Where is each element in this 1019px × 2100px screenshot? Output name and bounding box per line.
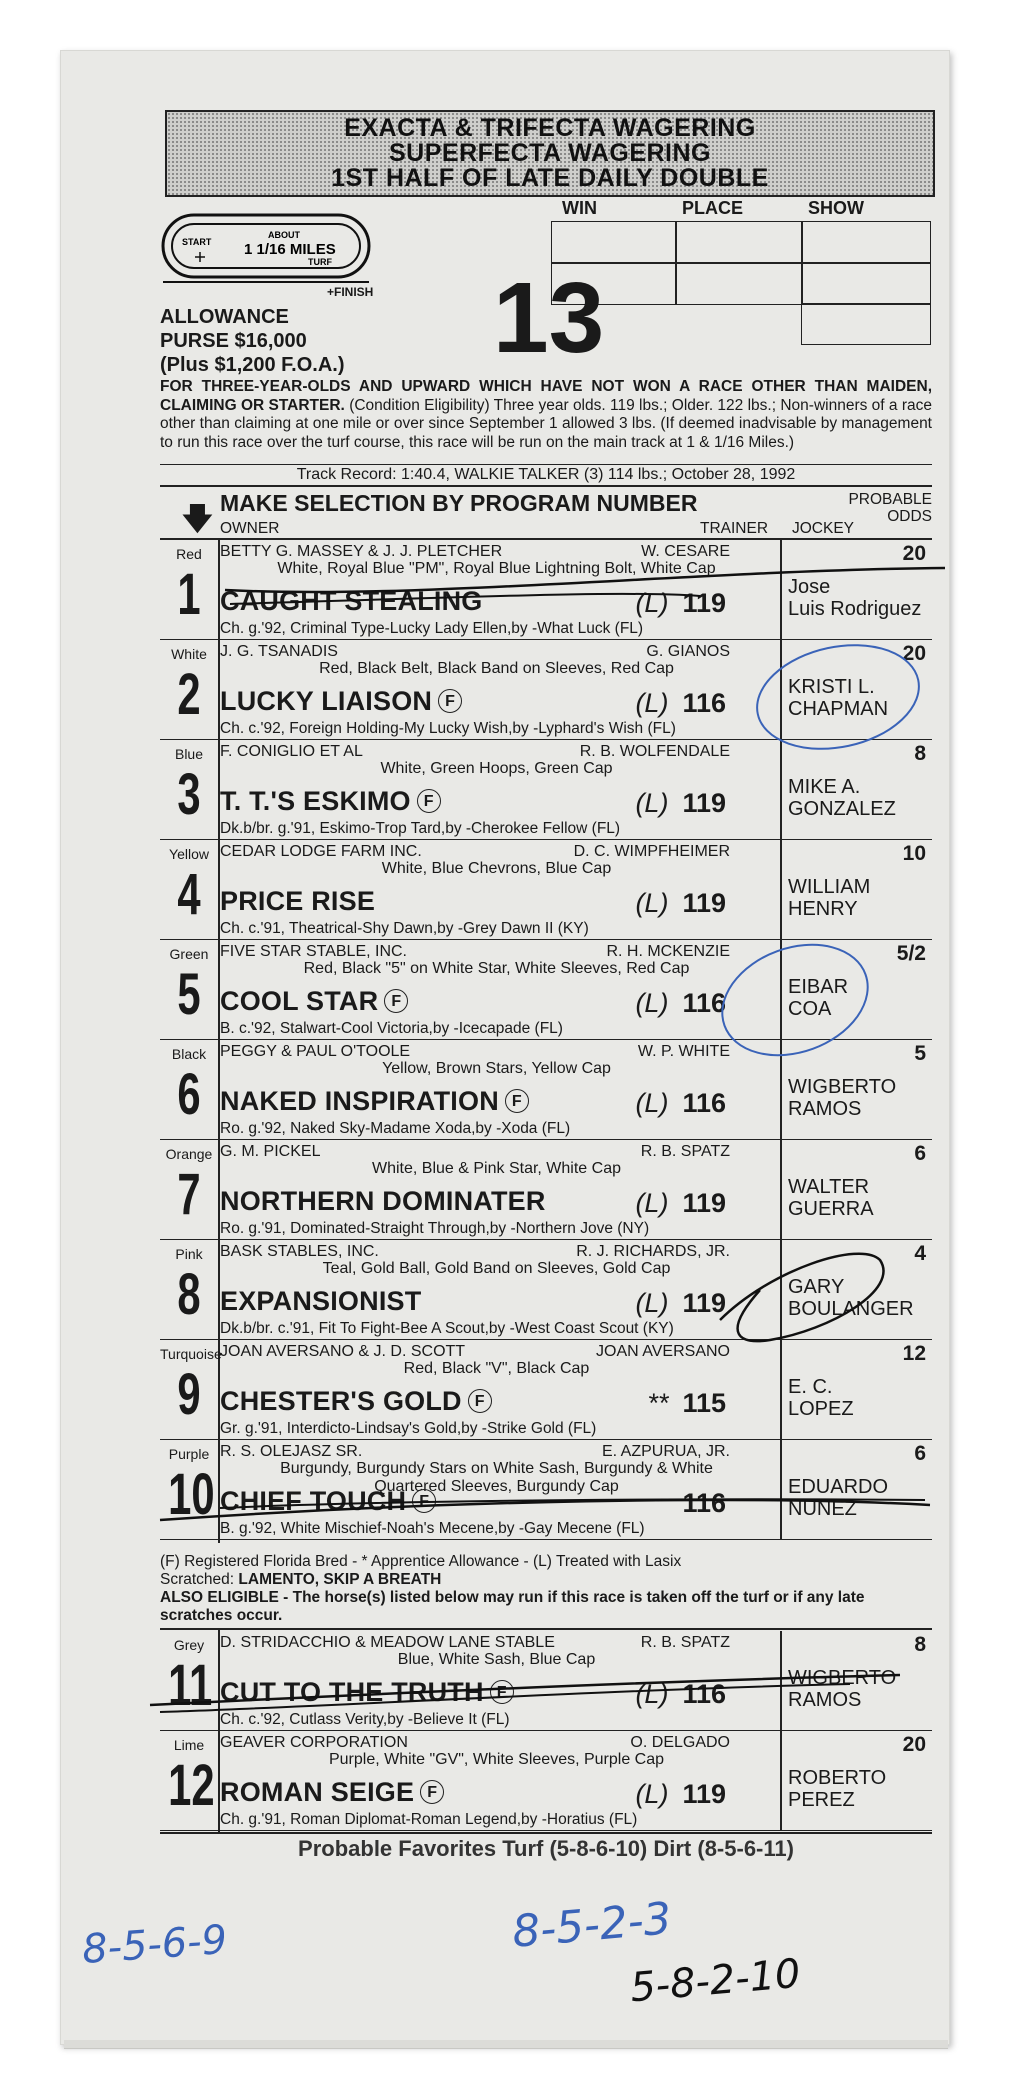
weight-value: 116 [682, 688, 726, 718]
florida-bred-icon: F [384, 989, 408, 1013]
probable-odds: 5/2 [896, 942, 926, 965]
silks-line-1: White, Green Hoops, Green Cap [380, 760, 613, 777]
weight-value: 119 [682, 588, 726, 618]
owner-name: CEDAR LODGE FARM INC. [220, 843, 422, 860]
breeding-line: B. c.'92, Stalwart-Cool Victoria,by -Icecapade (FL) [220, 1020, 563, 1037]
program-number: 12 [168, 1753, 215, 1818]
saddlecloth-color: Red [176, 546, 202, 562]
jockey-line-1: Jose [788, 576, 831, 598]
weight-value: 119 [682, 888, 726, 918]
breeding-line: Ro. g.'92, Naked Sky-Madame Xoda,by -Xoda (FL) [220, 1120, 571, 1137]
probable-odds: 6 [914, 1142, 926, 1165]
owner-name: G. M. PICKEL [220, 1143, 321, 1160]
lasix-marker: (L) [635, 688, 669, 718]
horse-name-text: NORTHERN DOMINATER [220, 1186, 546, 1216]
florida-bred-icon: F [505, 1089, 529, 1113]
banner-line-2: SUPERFECTA WAGERING [388, 139, 711, 167]
probable-odds: 6 [914, 1442, 926, 1465]
handwritten-note-1: 8-5-6-9 [80, 1916, 229, 1974]
horse-name-text: ROMAN SEIGE [220, 1777, 415, 1807]
jockey-line-2: CHAPMAN [788, 698, 889, 720]
place-header: PLACE [682, 198, 744, 218]
scratched-label: Scratched: [160, 1571, 235, 1588]
trainer-name: R. B. SPATZ [640, 1634, 730, 1651]
course-start: START [182, 237, 212, 247]
saddlecloth-color: Grey [173, 1637, 205, 1653]
jockey-heading: JOCKEY [792, 520, 855, 537]
program-number: 4 [177, 862, 201, 927]
circle-jockey-5 [707, 925, 884, 1074]
silks-line-1: Yellow, Brown Stars, Yellow Cap [382, 1060, 611, 1077]
lasix-marker: (L) [635, 988, 669, 1018]
weight-value: 116 [682, 988, 726, 1018]
strike-entry-11 [150, 1675, 900, 1705]
breeding-line: Ch. g.'92, Criminal Type-Lucky Lady Ellen,by -What Luck (FL) [220, 620, 644, 637]
jockey-line-1: ROBERTO [788, 1767, 887, 1789]
horse-name-text: PRICE RISE [220, 886, 376, 916]
jockey-line-2: RAMOS [788, 1689, 862, 1711]
trainer-name: D. C. WIMPFHEIMER [573, 843, 730, 860]
jockey-line-1: WIGBERTO [788, 1667, 897, 1689]
probable-odds: 20 [902, 642, 926, 665]
silks-line-1: Red, Black "5" on White Star, White Sleeves, Red Cap [303, 960, 690, 977]
program-number: 11 [168, 1653, 213, 1718]
banner-line-3: 1ST HALF OF LATE DAILY DOUBLE [331, 164, 769, 192]
silks-line-1: White, Blue Chevrons, Blue Cap [381, 860, 612, 877]
probable-odds: 8 [914, 1633, 926, 1656]
saddlecloth-color: Yellow [169, 846, 209, 862]
owner-name: R. S. OLEJASZ SR. [220, 1443, 363, 1460]
jockey-line-2: Luis Rodriguez [788, 598, 922, 620]
program-number: 2 [177, 662, 201, 727]
jockey-line-1: WIGBERTO [788, 1076, 897, 1098]
probable-favorites: Probable Favorites Turf (5-8-6-10) Dirt (8-5-6-11) [298, 1836, 794, 1861]
breeding-line: Gr. g.'91, Interdicto-Lindsay's Gold,by -Strike Gold (FL) [220, 1420, 597, 1437]
breeding-line: Ch. c.'91, Theatrical-Shy Dawn,by -Grey Dawn II (KY) [220, 920, 589, 937]
race-foa: (Plus $1,200 F.O.A.) [160, 354, 345, 376]
program-number: 7 [177, 1162, 201, 1227]
breeding-line: B. g.'92, White Mischief-Noah's Mecene,by -Gay Mecene (FL) [220, 1520, 645, 1537]
probable-odds: 4 [914, 1242, 926, 1265]
handwritten-note-2: 8-5-2-3 [510, 1893, 674, 1958]
course-finish: +FINISH [327, 285, 374, 299]
lasix-marker: (L) [635, 588, 669, 618]
silks-line-1: White, Blue & Pink Star, White Cap [372, 1160, 621, 1177]
breeding-line: Ch. g.'91, Roman Diplomat-Roman Legend,by -Horatius (FL) [220, 1811, 638, 1828]
breeding-line: Dk.b/br. g.'91, Eskimo-Trop Tard,by -Cherokee Fellow (FL) [220, 820, 621, 837]
banner-line-1: EXACTA & TRIFECTA WAGERING [344, 114, 756, 142]
handwritten-note-3: 5-8-2-10 [628, 1950, 803, 2012]
owner-name: PEGGY & PAUL O'TOOLE [220, 1043, 411, 1060]
weight-value: 119 [682, 788, 726, 818]
jockey-line-2: NUNEZ [788, 1498, 857, 1520]
probable-odds: 5 [914, 1042, 926, 1065]
lasix-marker: (L) [635, 1779, 669, 1809]
weight-value: 116 [682, 1679, 726, 1709]
trainer-name: R. H. MCKENZIE [606, 943, 730, 960]
saddlecloth-color: Green [169, 946, 209, 962]
course-distance: 1 1/16 MILES [244, 241, 336, 258]
jockey-line-1: MIKE A. [788, 776, 861, 798]
horse-name-text: CHESTER'S GOLD [220, 1386, 462, 1416]
saddlecloth-color: Pink [175, 1246, 203, 1262]
silks-line-1: Red, Black Belt, Black Band on Sleeves, Red Cap [319, 660, 674, 677]
weight-value: 115 [682, 1388, 726, 1418]
jockey-line-2: GUERRA [788, 1198, 874, 1220]
horse-name-text: COOL STAR [220, 986, 379, 1016]
scratched-horses: LAMENTO, SKIP A BREATH [238, 1571, 442, 1588]
saddlecloth-color: Black [171, 1046, 207, 1062]
probable-odds: 10 [902, 842, 926, 865]
show-header: SHOW [808, 198, 864, 218]
lasix-marker: (L) [635, 1288, 669, 1318]
florida-bred-icon: F [468, 1389, 492, 1413]
trainer-heading: TRAINER [700, 520, 769, 537]
conditions-text: (Condition Eligibility) Three year olds. 119 lbs.; Older. 122 lbs.; Non-winners of a race other than claiming at one mile or over since September 1 allowed 3 lbs. (If deemed inadvisable by management to run this race over the turf course, this race will be run on the main track at 1 & 1/16 Miles.) [160, 396, 933, 451]
win-header: WIN [562, 198, 597, 218]
horse-name-text: CUT TO THE TRUTH [220, 1677, 484, 1707]
breeding-line: Ch. c.'92, Foreign Holding-My Lucky Wish,by -Lyphard's Wish (FL) [220, 720, 676, 737]
jockey-line-1: WILLIAM [788, 876, 871, 898]
trainer-name: G. GIANOS [646, 643, 730, 660]
horse-name-text: CAUGHT STEALING [220, 586, 483, 616]
program-number: 3 [177, 762, 201, 827]
saddlecloth-color: Orange [165, 1146, 213, 1162]
horse-name-text: EXPANSIONIST [220, 1286, 422, 1316]
program-number: 8 [177, 1262, 201, 1327]
trainer-name: W. P. WHITE [637, 1043, 730, 1060]
strike-entry-1 [225, 568, 945, 592]
jockey-line-2: RAMOS [788, 1098, 862, 1120]
lasix-marker: (L) [635, 1188, 669, 1218]
program-number: 6 [177, 1062, 201, 1127]
probable-odds: 12 [902, 1342, 926, 1365]
lasix-marker: (L) [635, 1088, 669, 1118]
strike-entry-1b [230, 594, 700, 604]
lasix-marker: ** [647, 1388, 669, 1418]
trainer-name: O. DELGADO [630, 1734, 730, 1751]
silks-line-1: Burgundy, Burgundy Stars on White Sash, Burgundy & White [280, 1460, 713, 1477]
course-surface: TURF [308, 257, 332, 267]
lasix-marker: (L) [635, 888, 669, 918]
florida-bred-icon: F [420, 1780, 444, 1804]
weight-value: 119 [682, 1188, 726, 1218]
florida-bred-icon: F [490, 1680, 514, 1704]
trainer-name: R. B. SPATZ [640, 1143, 730, 1160]
conditions-bold: FOR THREE-YEAR-OLDS AND UPWARD WHICH HAVE NOT WON A RACE OTHER THAN MAIDEN, CLAIMING OR STARTER. [160, 378, 932, 414]
lasix-marker: (L) [635, 1679, 669, 1709]
circle-horse-8 [720, 1254, 883, 1341]
jockey-line-2: HENRY [788, 898, 858, 920]
saddlecloth-color: Turquoise [160, 1346, 222, 1362]
owner-name: BASK STABLES, INC. [220, 1243, 379, 1260]
program-number: 5 [177, 962, 201, 1027]
silks-line-1: Red, Black "V", Black Cap [403, 1360, 590, 1377]
jockey-line-2: PEREZ [788, 1789, 855, 1811]
legend-text: (F) Registered Florida Bred - * Apprentice Allowance - (L) Treated with Lasix [160, 1553, 682, 1570]
silks-line-2: Quartered Sleeves, Burgundy Cap [374, 1478, 619, 1495]
jockey-line-1: KRISTI L. [788, 676, 875, 698]
race-number: 13 [493, 262, 605, 374]
florida-bred-icon: F [438, 689, 462, 713]
breeding-line: Ch. c.'92, Cutlass Verity,by -Believe It (FL) [220, 1711, 510, 1728]
florida-bred-icon: F [417, 789, 441, 813]
jockey-line-2: COA [788, 998, 832, 1020]
track-record: Track Record: 1:40.4, WALKIE TALKER (3) 114 lbs.; October 28, 1992 [160, 464, 932, 487]
strike-entry-10 [160, 1500, 930, 1520]
breeding-line: Dk.b/br. c.'91, Fit To Fight-Bee A Scout,by -West Coast Scout (KY) [220, 1320, 674, 1337]
probable-odds-heading: PROBABLE ODDS [848, 491, 932, 525]
trainer-name: JOAN AVERSANO [596, 1343, 730, 1360]
lasix-marker: (L) [635, 788, 669, 818]
trainer-name: W. CESARE [641, 543, 730, 560]
silks-line-1: Blue, White Sash, Blue Cap [397, 1651, 596, 1668]
weight-value: 119 [682, 1288, 726, 1318]
also-eligible-note: ALSO ELIGIBLE - The horse(s) listed below may run if this race is taken off the turf or if any late scratches occur. [160, 1589, 865, 1624]
probable-odds: 20 [902, 542, 926, 565]
owner-name: JOAN AVERSANO & J. D. SCOTT [220, 1343, 466, 1360]
jockey-line-1: EDUARDO [788, 1476, 889, 1498]
saddlecloth-color: Blue [174, 746, 204, 762]
program-number: 9 [177, 1362, 201, 1427]
program-number: 10 [168, 1462, 215, 1527]
florida-bred-icon: F [412, 1489, 436, 1513]
jockey-line-1: E. C. [788, 1376, 833, 1398]
saddlecloth-color: Purple [168, 1446, 210, 1462]
jockey-line-2: GONZALEZ [788, 798, 896, 820]
trainer-name: R. B. WOLFENDALE [579, 743, 730, 760]
jockey-line-1: WALTER [788, 1176, 870, 1198]
silks-line-1: Purple, White "GV", White Sleeves, Purple Cap [328, 1751, 665, 1768]
owner-name: FIVE STAR STABLE, INC. [220, 943, 407, 960]
jockey-line-1: EIBAR [788, 976, 849, 998]
race-purse: PURSE $16,000 [160, 330, 307, 352]
circle-jockey-2 [747, 631, 928, 763]
owner-name: J. G. TSANADIS [220, 643, 338, 660]
trainer-name: R. J. RICHARDS, JR. [576, 1243, 730, 1260]
jockey-line-1: GARY [788, 1276, 845, 1298]
owner-name: D. STRIDACCHIO & MEADOW LANE STABLE [220, 1634, 555, 1651]
horse-name-text: LUCKY LIAISON [220, 686, 433, 716]
saddlecloth-color: Lime [173, 1737, 205, 1753]
jockey-line-2: LOPEZ [788, 1398, 854, 1420]
owner-heading: OWNER [220, 520, 280, 537]
breeding-line: Ro. g.'91, Dominated-Straight Through,by -Northern Jove (NY) [220, 1220, 650, 1237]
probable-odds: 20 [902, 1733, 926, 1756]
weight-value: 116 [682, 1088, 726, 1118]
course-about: ABOUT [268, 230, 300, 240]
probable-odds: 8 [914, 742, 926, 765]
owner-name: F. CONIGLIO ET AL [220, 743, 363, 760]
owner-name: BETTY G. MASSEY & J. J. PLETCHER [220, 543, 503, 560]
saddlecloth-color: White [171, 646, 207, 662]
horse-name-text: NAKED INSPIRATION [220, 1086, 499, 1116]
weight-value: 116 [682, 1488, 726, 1518]
race-type: ALLOWANCE [160, 306, 289, 328]
silks-line-1: White, Royal Blue "PM", Royal Blue Lightning Bolt, White Cap [277, 560, 716, 577]
down-arrow-icon: 🡇 [182, 503, 213, 536]
horse-name-text: T. T.'S ESKIMO [220, 786, 411, 816]
program-number: 1 [177, 562, 201, 627]
make-selection-heading: MAKE SELECTION BY PROGRAM NUMBER [220, 490, 698, 516]
owner-name: GEAVER CORPORATION [220, 1734, 408, 1751]
jockey-line-2: BOULANGER [788, 1298, 914, 1320]
horse-name-text: CHIEF TOUCH [220, 1486, 407, 1516]
weight-value: 119 [682, 1779, 726, 1809]
silks-line-1: Teal, Gold Ball, Gold Band on Sleeves, Gold Cap [322, 1260, 671, 1277]
trainer-name: E. AZPURUA, JR. [601, 1443, 730, 1460]
